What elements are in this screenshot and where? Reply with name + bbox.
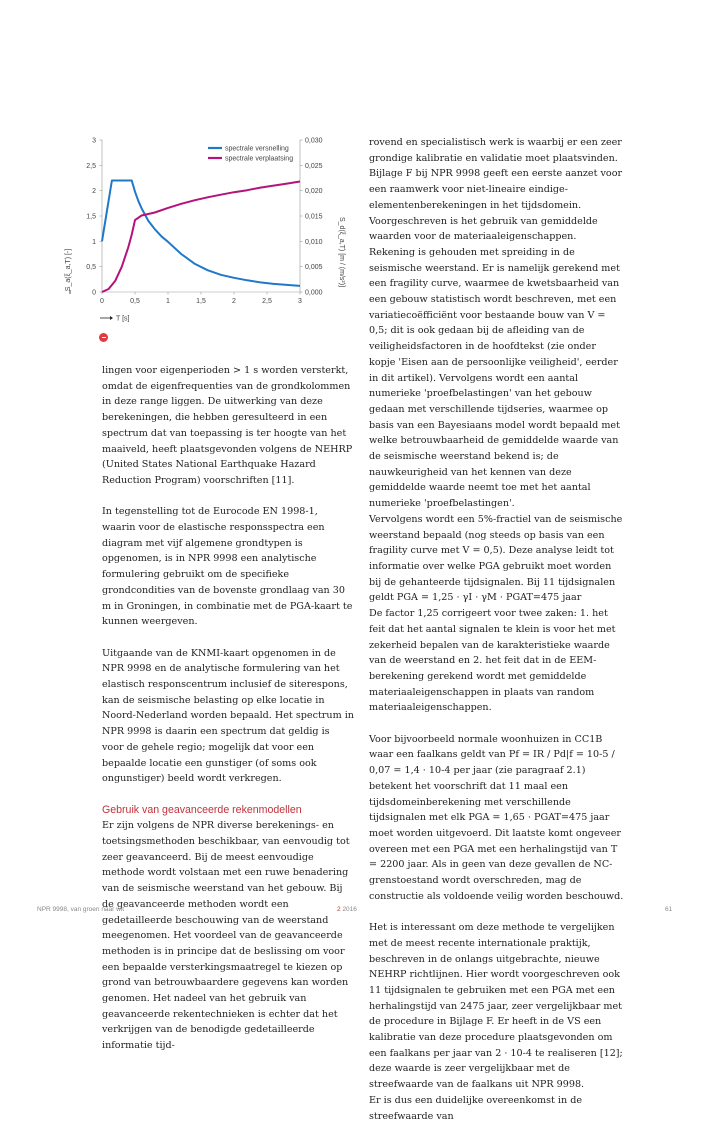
figure-marker-icon (99, 333, 108, 342)
right-paragraph-6: Het is interessant om deze methode te vergelijken met de meest recente internationale praktijk, beschreven in de onlangs uitgebrachte, nieuwe NEHRP richtlijnen. Hier wordt voorgeschreven ook 11 tijdsignalen te gebruiken met een PGA met een herhalingstijd van 2475 jaar, zeer vergelijkbaar met de procedure in Bijlage F. Er heeft in de VS een kalibratie van deze procedure plaatsgevonden om een faalkans per jaar van 2 · 10-4 te realiseren [12]; deze waarde is zeer vergelijkbaar met de streefwaarde van de faalkans uit NPR 9998. (369, 922, 623, 1091)
y-left-tick-label: 0 (92, 289, 96, 297)
left-paragraph-1: lingen voor eigenperioden > 1 s worden versterkt, omdat de eigenfrequenties van de grondkolommen in deze range liggen. De uitwerking van deze berekeningen, die hebben geresulteerd in een spectrum dat van toepassing is ter hoogte van het maaiveld, heeft plaatsgevonden volgens de NEHRP (United States National Earthquake Hazard Reduction Program) voorschriften [11]. (102, 365, 353, 486)
y-left-tick-label: 2,5 (86, 162, 96, 170)
right-paragraph-1: rovend en specialistisch werk is waarbij er een zeer grondige kalibratie en validatie moet plaatsvinden. (369, 137, 622, 164)
y-right-tick-label: 0,000 (305, 289, 323, 297)
legend-label-1: spectrale versnelling (225, 145, 289, 153)
left-paragraph-2: In tegenstelling tot de Eurocode EN 1998-1, waarin voor de elastische responsspectra een diagram met vijf algemene grondtypen is opgenomen, is in NPR 9998 een analytische formulering gebruikt om de specifieke grondcondities van de bovenste grondlaag van 30 m in Groningen, in combinatie met de PGA-kaart te kunnen weergeven. (102, 506, 353, 628)
left-column (102, 363, 357, 1054)
section-heading: Gebruik van geavanceerde rekenmodellen (102, 803, 302, 816)
y-right-tick-label: 0,030 (305, 137, 323, 145)
x-tick-label: 0 (100, 298, 104, 305)
y-left-tick-label: 3 (92, 137, 96, 145)
y-right-tick-label: 0,010 (305, 238, 323, 246)
series-line-2 (102, 182, 300, 293)
x-tick-label: 3 (298, 298, 302, 305)
left-paragraph-3: Uitgaande van de KNMI-kaart opgenomen in de NPR 9998 en de analytische formulering van het elastisch responscentrum inclusief de siterespons, kan de seismische belasting op elke locatie in Noord-Nederland worden bepaald. Het spectrum in NPR 9998 is daarin een spectrum dat geldig is voor de gehele regio; mogelijk dat voor een bepaalde locatie een gunstiger (of soms ook ongunstiger) beeld wordt verkregen. (102, 647, 354, 785)
x-tick-label: 2,5 (262, 298, 272, 305)
footer-page-number: 61 (665, 906, 673, 913)
y-left-tick-label: 0,5 (86, 264, 96, 272)
y-right-tick-label: 0,005 (305, 264, 323, 272)
left-paragraph-4: Er zijn volgens de NPR diverse berekenings- en toetsingsmethoden beschikbaar, van eenvoudig tot zeer geavanceerd. Bij de meest eenvoudige methode wordt volstaan met een ruwe benadering van de seismische weerstand van het gebouw. Bij de geavanceerde methoden wordt een gedetailleerde beschouwing van de weerstand meegenomen. Het voordeel van de geavanceerde methoden is in principe dat de beslissing om voor een bepaalde versterkingsmaatregel te kiezen op grond van betrouwbaardere gegevens kan worden genomen. Het nadeel van het gebruik van geavanceerde rekentechnieken is echter dat het verkrijgen van de benodigde gedetailleerde informatie tijd- (102, 820, 350, 1052)
legend-label-2: spectrale verplaatsing (225, 155, 294, 163)
footer-issue-number: 2 (337, 906, 341, 913)
y-right-tick-label: 0,020 (305, 188, 323, 196)
x-axis-arrowhead-icon (110, 316, 113, 320)
right-paragraph-4: De factor 1,25 corrigeert voor twee zaken: 1. het feit dat het aantal signalen te klein is voor het met zekerheid bepalen van de karakteristieke waarde van de weerstand en 2. het feit dat in de EEM-berekening gerekend wordt met gemiddelde materiaaleigenschappen in plaats van random materiaaleigenschappen. (369, 608, 616, 714)
right-paragraph-7: Er is dus een duidelijke overeenkomst in de streefwaarde van (369, 1094, 583, 1122)
x-axis-label: T [s] (116, 315, 130, 323)
y-left-tick-label: 2 (92, 188, 96, 196)
y-left-tick-label: 1,5 (86, 213, 96, 221)
right-paragraph-3: Vervolgens wordt een 5%-fractiel van de seismische weerstand bepaald (nog steeds op basis van een fragility curve met V = 0,5). Deze analyse leidt tot informatie over welke PGA gebruikt moet worden bij de gehanteerde tijdsignalen. Bij 11 tijdsignalen geldt PGA = 1,25 · γI · γM · PGAT=475 jaar (369, 513, 623, 604)
right-paragraph-2: Bijlage F bij NPR 9998 geeft een eerste aanzet voor een raamwerk voor niet-lineaire eindige-elementenberekeningen in het tijdsdomein. Voorgeschreven is het gebruik van gemiddelde waarden voor de materiaaleigenschappen. Rekening is gehouden met spreiding in de seismische weerstand. Er is namelijk gerekend met een fragility curve, waarmee de kwetsbaarheid van een gebouw statistisch wordt beschreven, met een variatiecoëfficiënt voor bestaande bouw van V = 0,5; dit is ook gedaan bij de afleiding van de veiligheidsfactoren in de hoofdtekst (zie onder kopje 'Eisen aan de persoonlijke veiligheid', eerder in dit artikel). Vervolgens wordt een aantal numerieke 'proefbelastingen' van het gebouw gedaan met verschillende tijdseries, waarmee op basis van een Bayesiaans model wordt bepaald met welke betrouwbaarheid de gemiddelde waarde van de seismische weerstand bekend is; de nauwkeurigheid van het kennen van deze gemiddelde waarde neemt toe met het aantal numerieke 'proefbelastingen'. (369, 168, 623, 510)
y-right-tick-label: 0,025 (305, 162, 323, 170)
footer-year: 2016 (342, 906, 357, 913)
right-column (369, 135, 625, 1124)
y-left-axis-label: S_a(ξ_a,T) [-] (65, 248, 72, 292)
footer-issue (337, 906, 357, 913)
right-paragraph-5: Voor bijvoorbeeld normale woonhuizen in CC1B waar een faalkans geldt van Pf = IR / Pd|f = 10-5 / 0,07 = 1,4 · 10-4 per jaar (zie paragraaf 2.1) betekent het voorschrift dat 11 maal een tijdsdomeinberekening met verschillende tijdsignalen met elk PGA = 1,65 · PGAT=475 jaar moet worden uitgevoerd. Dit laatste komt ongeveer overeen met een PGA met een herhalingstijd van T = 2200 jaar. Als in geen van deze gevallen de NC-grenstoestand wordt overschreden, mag de constructie als voldoende veilig worden beschouwd. (369, 733, 624, 902)
footer-title: NPR 9998, van groen naar wit (37, 906, 125, 913)
y-left-tick-label: 1 (92, 238, 96, 246)
x-tick-label: 2 (232, 298, 236, 305)
x-tick-label: 1,5 (196, 298, 206, 305)
x-tick-label: 0,5 (130, 298, 140, 305)
response-spectrum-chart (60, 128, 360, 328)
y-right-tick-label: 0,015 (305, 213, 323, 221)
x-tick-label: 1 (166, 298, 170, 305)
y-right-axis-label: S_d(ξ_a,T) [m / (m/s²)] (338, 216, 345, 288)
